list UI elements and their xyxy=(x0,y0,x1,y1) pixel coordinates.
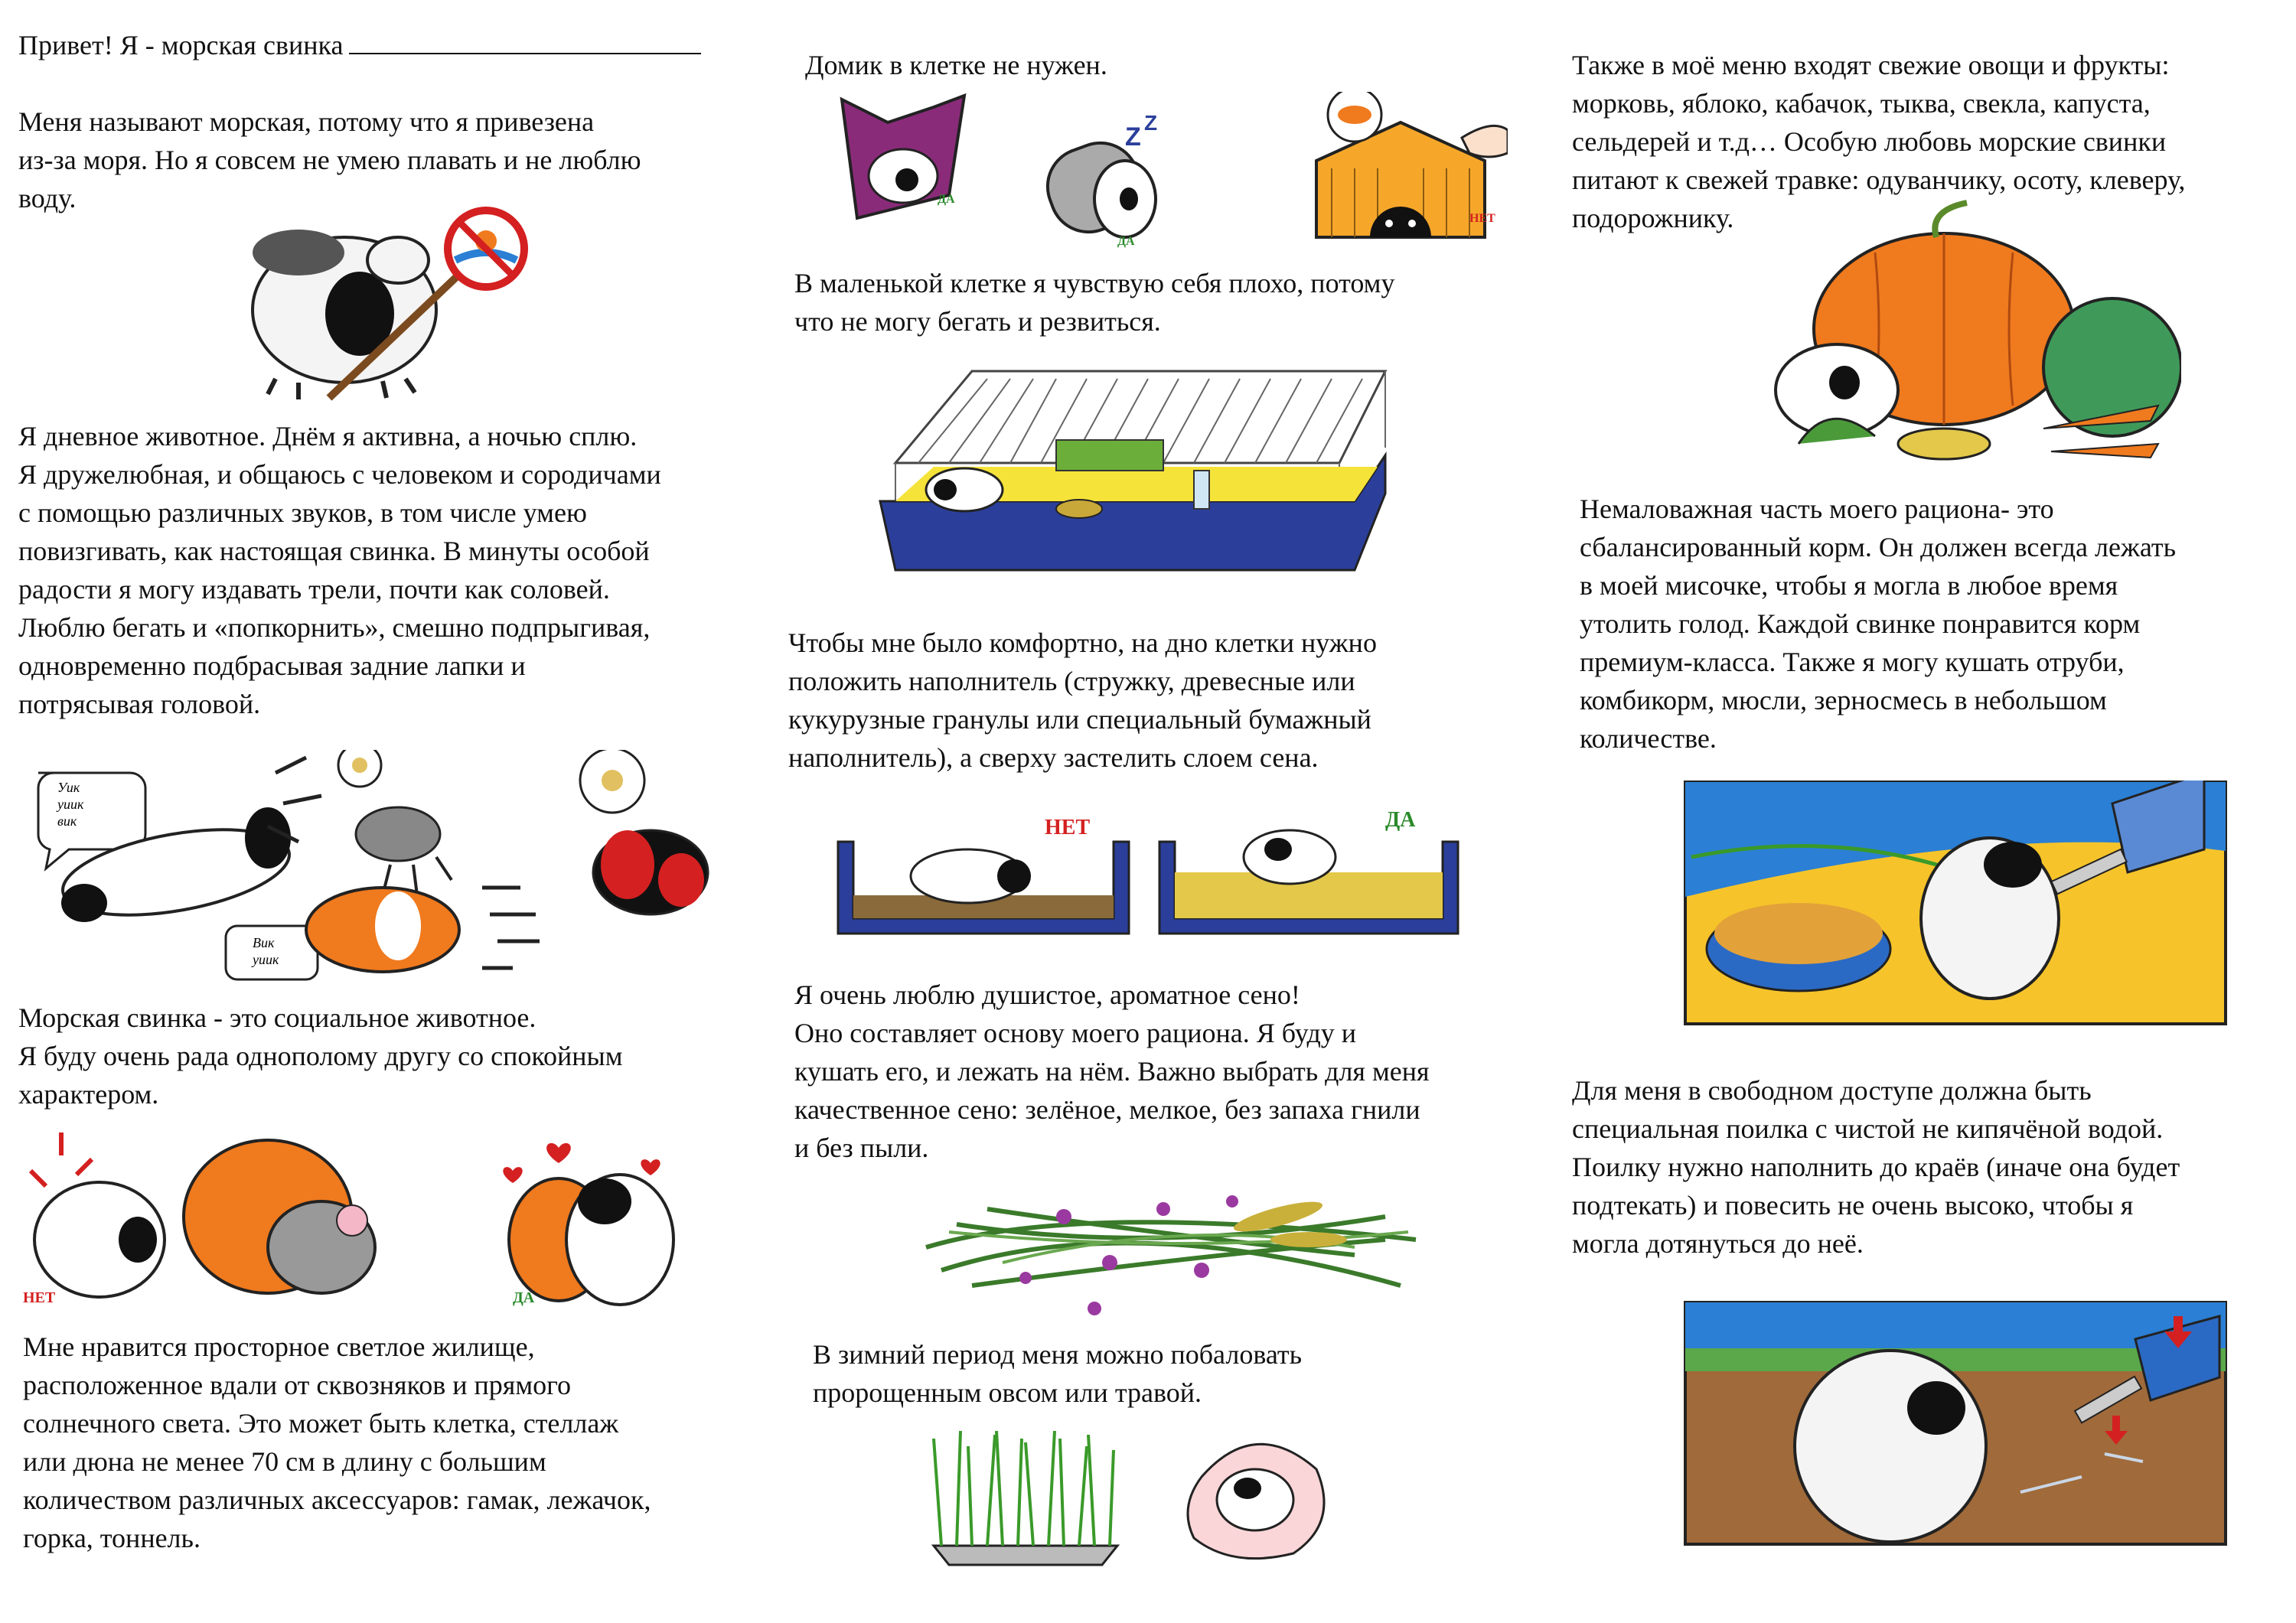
svg-text:Z: Z xyxy=(1125,122,1141,152)
guinea-pig-no-swimming-icon xyxy=(230,207,551,406)
wooden-house-icon xyxy=(1316,92,1508,237)
social-paragraph: Морская свинка - это социальное животное. Я буду очень рада однополому другу со спокойным характером. xyxy=(18,1002,623,1110)
hay-paragraph: Я очень люблю душистое, ароматное сено! Оно составляет основу моего рациона. Я буду и кушать его, и лежать на нём. Важно выбрать для меня качественное сено: зелёное, мелкое, без запаха гнили и без пыли. xyxy=(794,979,1430,1163)
house-options-illustration xyxy=(834,92,1508,260)
svg-text:НЕТ: НЕТ xyxy=(1469,212,1495,225)
right-column xyxy=(1554,0,2296,1623)
vegetables-illustration xyxy=(1753,199,2181,474)
svg-text:НЕТ: НЕТ xyxy=(1045,816,1091,839)
yes-label: ДА xyxy=(513,1289,535,1306)
vegetables-paragraph: Также в моё меню входят свежие овощи и фрукты: морковь, яблоко, кабачок, тыква, свекла, капуста, сельдерей и т.д… Особую любовь морские свинки питают к свежей травке: одуванчику, осоту, клеверу, подорожнику. xyxy=(1572,50,2186,233)
friends-illustration xyxy=(23,1125,735,1316)
middle-column xyxy=(788,0,1523,1623)
page-title: Привет! Я - морская свинка xyxy=(18,26,701,64)
water-bottle-illustration xyxy=(1684,1301,2227,1546)
vegetables-icon xyxy=(1753,199,2181,474)
cage-illustration xyxy=(872,363,1393,585)
oat-grass-tray-icon xyxy=(911,1416,1339,1569)
tunnel-icon xyxy=(1037,111,1157,248)
origin-paragraph: Меня называют морская, потому что я привезена из-за моря. Но я совсем не умею плавать и не люблю воду. xyxy=(18,106,641,213)
popcorning-illustration xyxy=(23,750,750,995)
svg-text:Z: Z xyxy=(1144,111,1158,135)
bedding-trays-icon xyxy=(830,803,1504,949)
daily-life-paragraph: Я дневное животное. Днём я активна, а ночью сплю. Я дружелюбная, и общаюсь с человеком и сородичами с помощью различных звуков, в том числе умею повизгивать, как настоящая свинка. В минуты особой радости я могу издавать трели, почти как соловей. Люблю бегать и «попкорнить», смешно подпрыгивая, одновременно подбрасывая задние лапки и потрясывая головой. xyxy=(18,421,661,719)
home-paragraph: Мне нравится просторное светлое жилище, расположенное вдали от сквозняков и прямого солнечного света. Это может быть клетка, стеллаж или дюна не менее 70 см в длину с большим количеством различных аксессуаров: гамак, лежачок, горка, тоннель. xyxy=(23,1331,651,1553)
bedding-paragraph: Чтобы мне было комфортно, на дно клетки нужно положить наполнитель (стружку, древесные или кукурузные гранулы или специальный бумажный наполнитель), а сверху застелить слоем сена. xyxy=(788,627,1377,773)
oat-grass-illustration xyxy=(911,1416,1339,1569)
house-paragraph: Домик в клетке не нужен. xyxy=(805,50,1107,80)
hammock-icon xyxy=(842,96,964,218)
svg-text:ДА: ДА xyxy=(1385,808,1416,832)
hay-illustration xyxy=(911,1155,1431,1324)
name-blank-line xyxy=(349,27,701,54)
cage-icon xyxy=(872,363,1393,585)
popcorning-guinea-pigs-icon xyxy=(23,750,750,995)
svg-text:ДА: ДА xyxy=(1117,235,1135,248)
no-label: НЕТ xyxy=(23,1289,56,1306)
svg-text:ДА: ДА xyxy=(938,193,955,206)
water-paragraph: Для меня в свободном доступе должна быть специальная поилка с чистой не кипячёной водой. Поилку нужно наполнить до краёв (иначе она будет подтекать) и повесить не очень высоко, чтобы я могла дотянуться до неё. xyxy=(1572,1075,2180,1259)
food-bowl-illustration xyxy=(1684,781,2227,1025)
guinea-pig-no-swimming-illustration xyxy=(230,207,551,406)
bedding-comparison-illustration xyxy=(830,803,1504,949)
winter-paragraph: В зимний период меня можно побаловать пророщенным овсом или травой. xyxy=(813,1339,1303,1408)
food-paragraph: Немаловажная часть моего рациона- это сбалансированный корм. Он должен всегда лежать в моей мисочке, чтобы я могла в любое время утолить голод. Каждой свинке понравится корм премиум-класса. Также я могу кушать отруби, комбикорм, мюсли, зерносмесь в небольшом количестве. xyxy=(1580,494,2177,754)
bubble1-text: Уик уиик вик xyxy=(57,780,84,829)
bubble2-text: Вик уиик xyxy=(253,935,279,967)
left-column xyxy=(0,0,781,1623)
water-bottle-scene-icon xyxy=(1684,1301,2227,1546)
small-cage-paragraph: В маленькой клетке я чувствую себя плохо, потому что не могу бегать и резвиться. xyxy=(794,268,1395,337)
hay-pile-icon xyxy=(911,1155,1431,1324)
food-bowl-scene-icon xyxy=(1684,781,2227,1025)
